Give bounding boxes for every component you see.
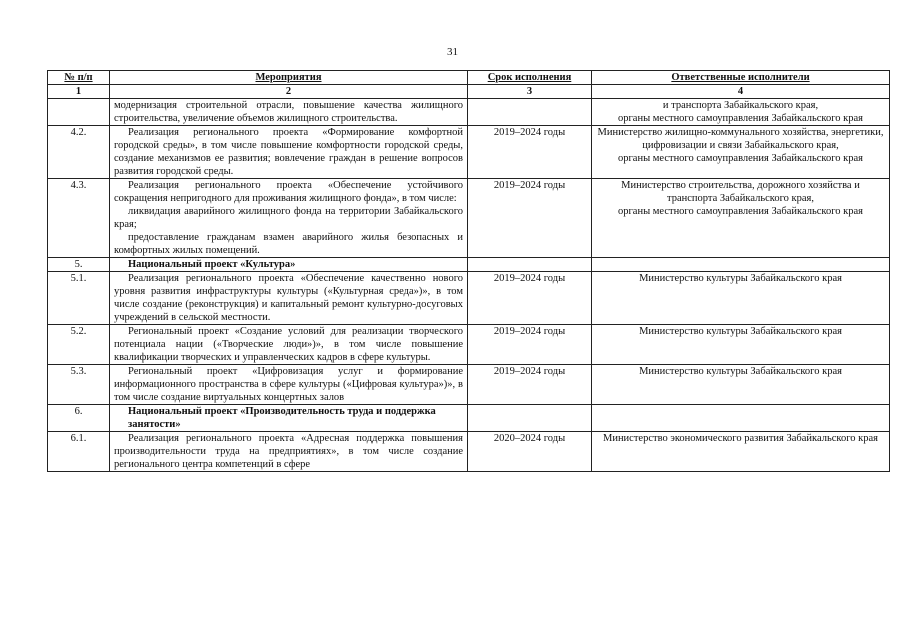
- measure-cell: [110, 432, 468, 472]
- measure-cell: [110, 365, 468, 405]
- table-row: [48, 126, 890, 179]
- deadline-cell: [468, 405, 592, 432]
- responsible-cell: [592, 405, 890, 432]
- deadline-cell: [468, 258, 592, 272]
- responsible-cell: [592, 99, 890, 126]
- responsible-line: и транспорта Забайкальского края,: [662, 100, 819, 111]
- responsible-line: Министерство жилищно-коммунального хозяйства, энергетики, цифровизации и связи Забайкальского края,: [597, 127, 884, 151]
- deadline-cell: 2019–2024 годы: [468, 272, 592, 325]
- deadline-cell: 2019–2024 годы: [468, 365, 592, 405]
- responsible-line: Министерство культуры Забайкальского края: [639, 366, 842, 377]
- section-title: Национальный проект «Культура»: [110, 258, 468, 272]
- responsible-line: органы местного самоуправления Забайкальского края: [617, 206, 863, 217]
- row-number: 6.1.: [48, 432, 110, 472]
- deadline-cell: [468, 99, 592, 126]
- measures-table: [47, 70, 890, 472]
- measure-paragraph: ликвидация аварийного жилищного фонда на территории Забайкальского края;: [114, 206, 463, 230]
- table-row: [48, 99, 890, 126]
- header-number: № п/п: [48, 71, 110, 85]
- responsible-line: Министерство экономического развития Забайкальского края: [602, 433, 879, 444]
- deadline-cell: 2020–2024 годы: [468, 432, 592, 472]
- measure-cell: [110, 126, 468, 179]
- responsible-cell: [592, 365, 890, 405]
- table-row: [48, 272, 890, 325]
- deadline-cell: 2019–2024 годы: [468, 325, 592, 365]
- row-number: 5.: [48, 258, 110, 272]
- index-4: 4: [592, 85, 890, 99]
- measure-paragraph: Реализация регионального проекта «Адресная поддержка повышения производительности труда на предприятиях», в том числе создание регионального центра компетенций в сфере: [114, 433, 463, 470]
- row-number: 5.2.: [48, 325, 110, 365]
- responsible-line: органы местного самоуправления Забайкальского края: [617, 153, 863, 164]
- responsible-cell: [592, 126, 890, 179]
- responsible-line: Министерство культуры Забайкальского края: [639, 273, 842, 284]
- row-number: 5.3.: [48, 365, 110, 405]
- measure-cell: [110, 179, 468, 258]
- responsible-cell: [592, 325, 890, 365]
- measure-paragraph: модернизация строительной отрасли, повышение качества жилищного строительства, увеличение объемов жилищного строительства.: [114, 100, 463, 124]
- table-row: [48, 432, 890, 472]
- row-number: 5.1.: [48, 272, 110, 325]
- header-responsible: Ответственные исполнители: [592, 71, 890, 85]
- measure-cell: [110, 99, 468, 126]
- responsible-cell: [592, 272, 890, 325]
- deadline-cell: 2019–2024 годы: [468, 179, 592, 258]
- measure-cell: [110, 325, 468, 365]
- measure-paragraph: предоставление гражданам взамен аварийного жилья безопасных и комфортных жилых помещений.: [114, 232, 463, 256]
- row-number: [48, 99, 110, 126]
- measure-paragraph: Реализация регионального проекта «Обеспечение качественно нового уровня развития инфраструктуры культуры («Культурная среда»)», в том числе создание (реконструкция) и капитальный ремонт культурно-досуговых учреждений в сельской местности.: [114, 273, 463, 323]
- responsible-cell: [592, 432, 890, 472]
- table-row: [48, 325, 890, 365]
- responsible-line: органы местного самоуправления Забайкальского края: [617, 113, 863, 124]
- section-title: Национальный проект «Производительность труда и поддержка занятости»: [110, 405, 468, 432]
- table-row: [48, 365, 890, 405]
- responsible-line: Министерство культуры Забайкальского края: [639, 326, 842, 337]
- page-number: 31: [447, 46, 458, 58]
- measure-paragraph: Реализация регионального проекта «Формирование комфортной городской среды», в том числе повышение комфортности городской среды, создание механизмов ее развития; вовлечение граждан в решение вопросов развития городской среды.: [114, 127, 463, 177]
- index-2: 2: [110, 85, 468, 99]
- row-number: 4.3.: [48, 179, 110, 258]
- index-1: 1: [48, 85, 110, 99]
- responsible-cell: [592, 258, 890, 272]
- table-row: [48, 258, 890, 272]
- table-row: [48, 405, 890, 432]
- table-index-row: [48, 85, 890, 99]
- responsible-line: Министерство строительства, дорожного хозяйства и транспорта Забайкальского края,: [621, 180, 860, 204]
- row-number: 6.: [48, 405, 110, 432]
- measure-paragraph: Региональный проект «Создание условий для реализации творческого потенциала нации («Творческие люди»)», в том числе повышение квалификации творческих и управленческих кадров в сфере культуры.: [114, 326, 463, 363]
- measure-paragraph: Реализация регионального проекта «Обеспечение устойчивого сокращения непригодного для проживания жилищного фонда», в том числе:: [114, 180, 463, 204]
- header-deadline: Срок исполнения: [468, 71, 592, 85]
- table-header-row: [48, 71, 890, 85]
- measure-paragraph: Региональный проект «Цифровизация услуг и формирование информационного пространства в сфере культуры («Цифровая культура»)», в том числе создание виртуальных концертных залов: [114, 366, 463, 403]
- index-3: 3: [468, 85, 592, 99]
- row-number: 4.2.: [48, 126, 110, 179]
- deadline-cell: 2019–2024 годы: [468, 126, 592, 179]
- measure-cell: [110, 272, 468, 325]
- responsible-cell: [592, 179, 890, 258]
- header-measures: Мероприятия: [110, 71, 468, 85]
- table-row: [48, 179, 890, 258]
